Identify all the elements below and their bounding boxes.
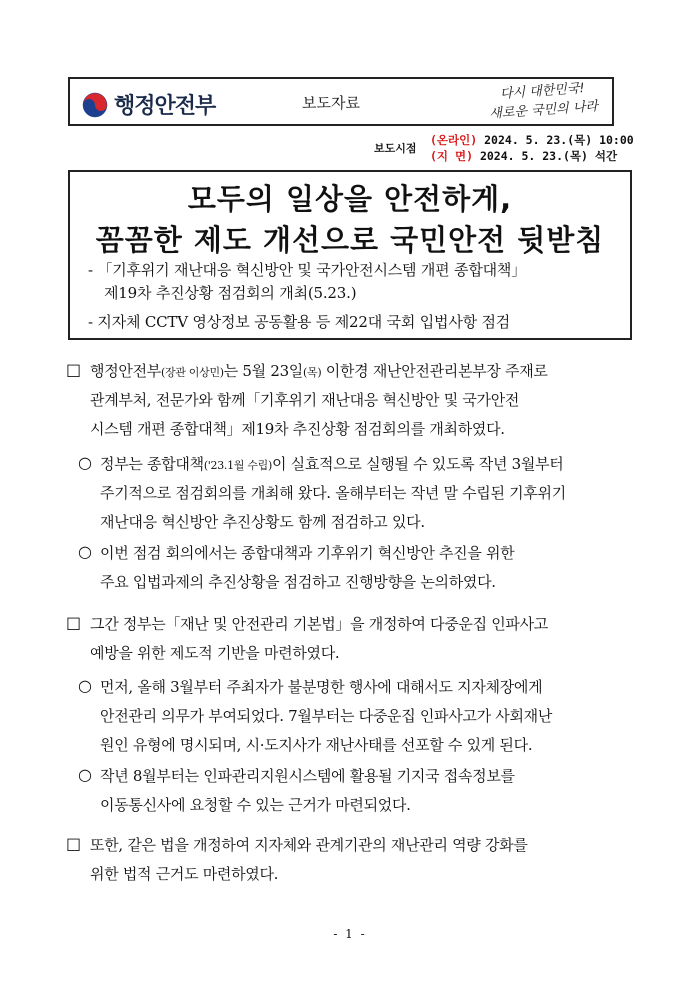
slogan-line-1: 다시 대한민국! [499,81,586,102]
text-small: ('23.1월 수립) [203,459,272,472]
text: 정부는 종합대책 [100,455,204,473]
online-tag: (온라인) [430,133,478,147]
print-date: 2024. 5. 23.(목) 석간 [479,149,618,163]
paragraph-line: 안전관리 의무가 부여되었다. 7월부터는 다중운집 인파사고가 사회재난 [100,707,553,725]
paragraph-line: 또한, 같은 법을 개정하여 지자체와 관계기관의 재난관리 역량 강화를 [90,836,528,854]
page-number: - 1 - [333,927,367,941]
text-small: (목) [303,366,322,379]
circle-bullet-icon: ○ [78,542,92,561]
ministry-name: 행정안전부 [114,94,216,119]
online-date: 2024. 5. 23.(목) 10:00 [484,133,634,147]
subtitle-1: - 「기후위기 재난대응 혁신방안 및 국가안전시스템 개편 종합대책」 [88,261,526,279]
release-online-row [430,132,634,148]
paragraph-line: 주요 입법과제의 추진상황을 점검하고 진행방향을 논의하였다. [100,573,496,591]
title-box [68,170,632,340]
text: 이한경 재난안전관리본부장 주재로 [321,362,548,380]
slogan-handwriting [487,78,599,124]
title-line-2: 꼼꼼한 제도 개선으로 국민안전 뒷받침 [95,223,605,257]
taegeuk-emblem-icon [82,92,108,118]
paragraph-line: 이동통신사에 요청할 수 있는 근거가 마련되었다. [100,796,411,814]
text: 행정안전부 [90,362,161,380]
header-box [68,77,614,126]
circle-bullet-icon: ○ [78,765,92,784]
paragraph-line: 예방을 위한 제도적 기반을 마련하였다. [90,644,340,662]
paragraph-line: 이번 점검 회의에서는 종합대책과 기후위기 혁신방안 추진을 위한 [100,544,515,562]
paragraph-line: 원인 유형에 명시되며, 시·도지사가 재난사태를 선포할 수 있게 된다. [100,736,533,754]
release-label: 보도시점 [374,142,417,155]
paragraph-line: 재난대응 혁신방안 추진상황도 함께 점검하고 있다. [100,513,425,531]
paragraph-line: 작년 8월부터는 인파관리지원시스템에 활용될 기지국 접속정보를 [100,767,515,785]
square-bullet-icon: □ [66,834,82,853]
paragraph-line: 먼저, 올해 3월부터 주최자가 불분명한 행사에 대해서도 지자체장에게 [100,678,543,696]
subtitle-1-continued: 제19차 추진상황 점검회의 개최(5.23.) [104,284,357,302]
paragraph-line: 관계부처, 전문가와 함께「기후위기 재난대응 혁신방안 및 국가안전 [90,391,520,409]
square-bullet-icon: □ [66,360,82,379]
document-type: 보도자료 [302,94,360,112]
release-print-row [430,148,617,164]
text: 이 실효적으로 실행될 수 있도록 작년 3월부터 [272,455,564,473]
slogan-line-2: 새로운 국민의 나라 [488,99,599,122]
release-time-block [360,131,660,165]
text-small: (장관 이상민) [160,366,224,379]
print-tag: (지 면) [430,149,473,163]
paragraph-line: 그간 정부는「재난 및 안전관리 기본법」을 개정하여 다중운집 인파사고 [90,615,548,633]
square-bullet-icon: □ [66,613,82,632]
paragraph-line: 위한 법적 근거도 마련하였다. [90,865,279,883]
circle-bullet-icon: ○ [78,676,92,695]
subtitle-2: - 지자체 CCTV 영상정보 공동활용 등 제22대 국회 입법사항 점검 [88,313,511,331]
title-line-1: 모두의 일상을 안전하게, [187,182,513,216]
text: 는 5월 23일 [223,362,304,380]
circle-bullet-icon: ○ [78,453,92,472]
ministry-logo [82,89,215,120]
paragraph-line: 시스템 개편 종합대책」제19차 추진상황 점검회의를 개최하였다. [90,420,505,438]
paragraph-line [100,453,563,474]
paragraph-line [90,360,548,381]
paragraph-line: 주기적으로 점검회의를 개최해 왔다. 올해부터는 작년 말 수립된 기후위기 [100,484,566,502]
